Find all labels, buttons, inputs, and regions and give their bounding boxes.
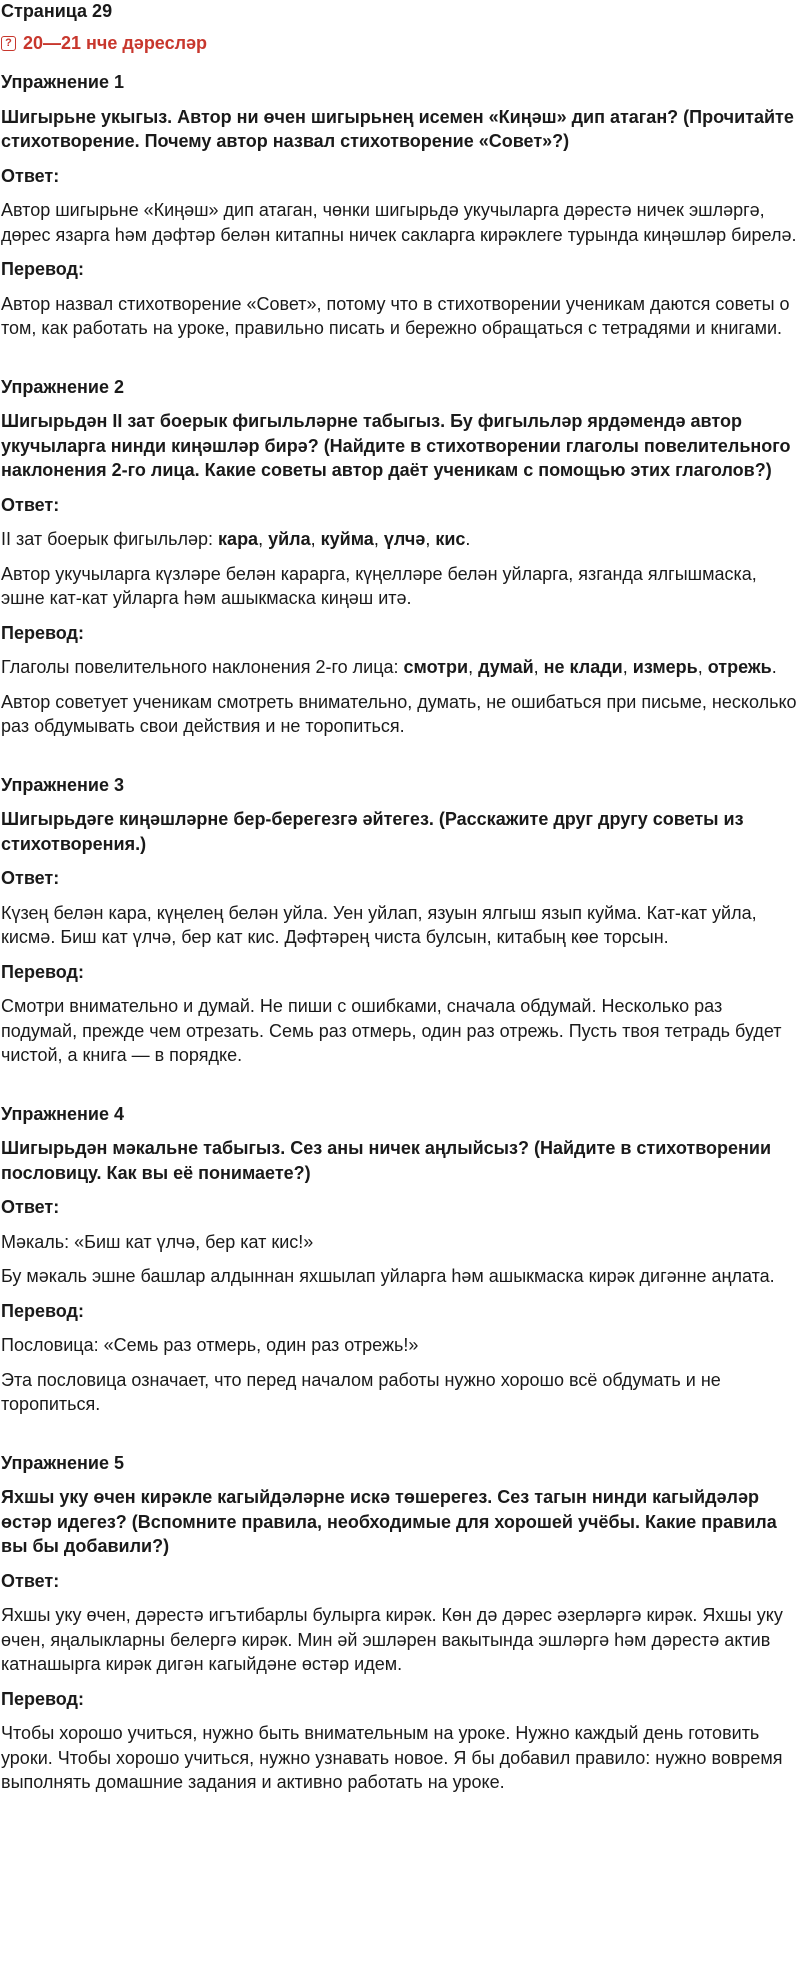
- exercise-title: Упражнение 4: [1, 1103, 124, 1124]
- verb: кис: [435, 529, 466, 549]
- exercise-question: Шигырьне укыгыз. Автор ни өчен шигырьнең исемен «Киңәш» дип атаган? (Прочитайте стихотворение. Почему автор назвал стихотворение «Совет»?): [1, 106, 794, 151]
- verb: измерь: [632, 657, 698, 677]
- verb: уйла: [268, 529, 311, 549]
- page-title: Страница 29: [1, 1, 113, 21]
- exercise-title: Упражнение 3: [1, 774, 124, 795]
- proverb-text: Мәкаль: «Биш кат үлчә, бер кат кис!»: [1, 1231, 314, 1252]
- translation-text: Автор назвал стихотворение «Совет», потому что в стихотворении ученикам даются советы о том, как работать на уроке, правильно писать и бережно обращаться с тетрадями и книгами.: [1, 293, 790, 338]
- answer-text: Автор шигырьне «Киңәш» дип атаган, чөнки шигырьдә укучыларга дәрестә ничек эшләргә, дөрес язарга һәм дәфтәр белән китапны ничек сакларга кирәклеге турында киңәшләр бирелә.: [1, 200, 797, 245]
- verb: куйма: [320, 529, 374, 549]
- verb: үлчә: [383, 529, 426, 549]
- translation-label: Перевод:: [1, 622, 84, 643]
- translation-text: Чтобы хорошо учиться, нужно быть внимательным на уроке. Нужно каждый день готовить уроки. Чтобы хорошо учиться, нужно узнавать новое. Я бы добавил правило: нужно вовремя выполнять домашние задания и активно работать на уроке.: [1, 1723, 783, 1792]
- verb: отрежь: [707, 657, 772, 677]
- translation-verbs-line: Глаголы повелительного наклонения 2-го лица: смотри, думай, не клади, измерь, отрежь.: [1, 657, 777, 677]
- verb: смотри: [403, 657, 469, 677]
- verb: думай: [478, 657, 534, 677]
- answer-label: Ответ:: [1, 494, 60, 515]
- exercise-title: Упражнение 1: [1, 72, 124, 92]
- answer-verbs-line: II зат боерык фигыльләр: кара, уйла, куйма, үлчә, кис.: [1, 529, 471, 549]
- lesson-header: [1, 32, 797, 54]
- lesson-label: 20—21 нче дәресләр: [23, 33, 208, 53]
- translation-text: Автор советует ученикам смотреть внимательно, думать, не ошибаться при письме, несколько раз обдумывать свои действия и не торопиться.: [1, 691, 797, 736]
- exercise-question: Шигырьдән II зат боерык фигыльләрне табыгыз. Бу фигыльләр ярдәмендә автор укучыларга нинди киңәшләр бирә? (Найдите в стихотворении глаголы повелительного наклонения 2-го лица. Какие советы автор даёт ученикам с помощью этих глаголов?): [1, 411, 791, 480]
- answer-label: Ответ:: [1, 1197, 60, 1217]
- verb: не клади: [543, 657, 623, 677]
- answer-label: Ответ:: [1, 165, 60, 186]
- exercise-1: [1, 70, 797, 341]
- exercise-4: [1, 1102, 797, 1417]
- translation-verbs-prefix: Глаголы повелительного наклонения 2-го лица:: [1, 657, 404, 677]
- exercise-2: [1, 375, 797, 739]
- exercise-title: Упражнение 5: [1, 1452, 124, 1473]
- answer-text: Бу мәкаль эшне башлар алдыннан яхшылап уйларга һәм ашыкмаска кирәк дигәнне аңлата.: [1, 1266, 775, 1286]
- answer-label: Ответ:: [1, 1570, 60, 1591]
- answer-text: Автор укучыларга күзләре белән карарга, күңелләре белән уйларга, язганда ялгышмаска, эшне кат-кат уйларга һәм ашыкмаска киңәш итә.: [1, 563, 757, 608]
- answer-text: Яхшы уку өчен, дәрестә игътибарлы булырга кирәк. Көн дә дәрес әзерләргә кирәк. Яхшы уку өчен, яңалыкларны белергә кирәк. Мин әй эшләрен вакытында эшләргә һәм дәрестә актив катнашырга кирәк дигән кагыйдәне өстәр идем.: [1, 1605, 783, 1674]
- answer-text: Күзең белән кара, күңелең белән уйла. Уен уйлап, язуын ялгыш язып куйма. Кат-кат уйла, кисмә. Биш кат үлчә, бер кат кис. Дәфтәрең чиста булсын, китабың көе торсын.: [1, 902, 757, 947]
- exercise-question: Яхшы уку өчен кирәкле кагыйдәләрне искә төшерегез. Сез тагын нинди кагыйдәләр өстәр идегез? (Вспомните правила, необходимые для хорошей учёбы. Какие правила вы бы добавили?): [1, 1487, 777, 1556]
- question-box-icon: ?: [1, 36, 16, 51]
- answer-verbs-prefix: II зат боерык фигыльләр:: [1, 529, 219, 549]
- exercise-5: [1, 1451, 797, 1795]
- proverb-translation: Пословица: «Семь раз отмерь, один раз отрежь!»: [1, 1335, 419, 1355]
- translation-label: Перевод:: [1, 1688, 84, 1709]
- exercise-title: Упражнение 2: [1, 376, 124, 397]
- translation-label: Перевод:: [1, 1300, 84, 1321]
- exercise-3: [1, 773, 797, 1068]
- translation-label: Перевод:: [1, 961, 84, 982]
- exercise-question: Шигырьдән мәкальне табыгыз. Сез аны ничек аңлыйсыз? (Найдите в стихотворении пословицу. Как вы её понимаете?): [1, 1138, 772, 1183]
- translation-text: Эта пословица означает, что перед началом работы нужно хорошо всё обдумать и не торопиться.: [1, 1369, 721, 1414]
- exercise-question: Шигырьдәге киңәшләрне бер-берегезгә әйтегез. (Расскажите друг другу советы из стихотворения.): [1, 809, 744, 854]
- answer-label: Ответ:: [1, 868, 60, 888]
- verb: кара: [218, 529, 259, 549]
- translation-text: Смотри внимательно и думай. Не пиши с ошибками, сначала обдумай. Несколько раз подумай, прежде чем отрезать. Семь раз отмерь, один раз отрежь. Пусть твоя тетрадь будет чистой, а книга — в порядке.: [1, 996, 782, 1065]
- translation-verbs-suffix: .: [771, 657, 777, 677]
- translation-label: Перевод:: [1, 259, 84, 279]
- answer-verbs-suffix: .: [465, 529, 471, 549]
